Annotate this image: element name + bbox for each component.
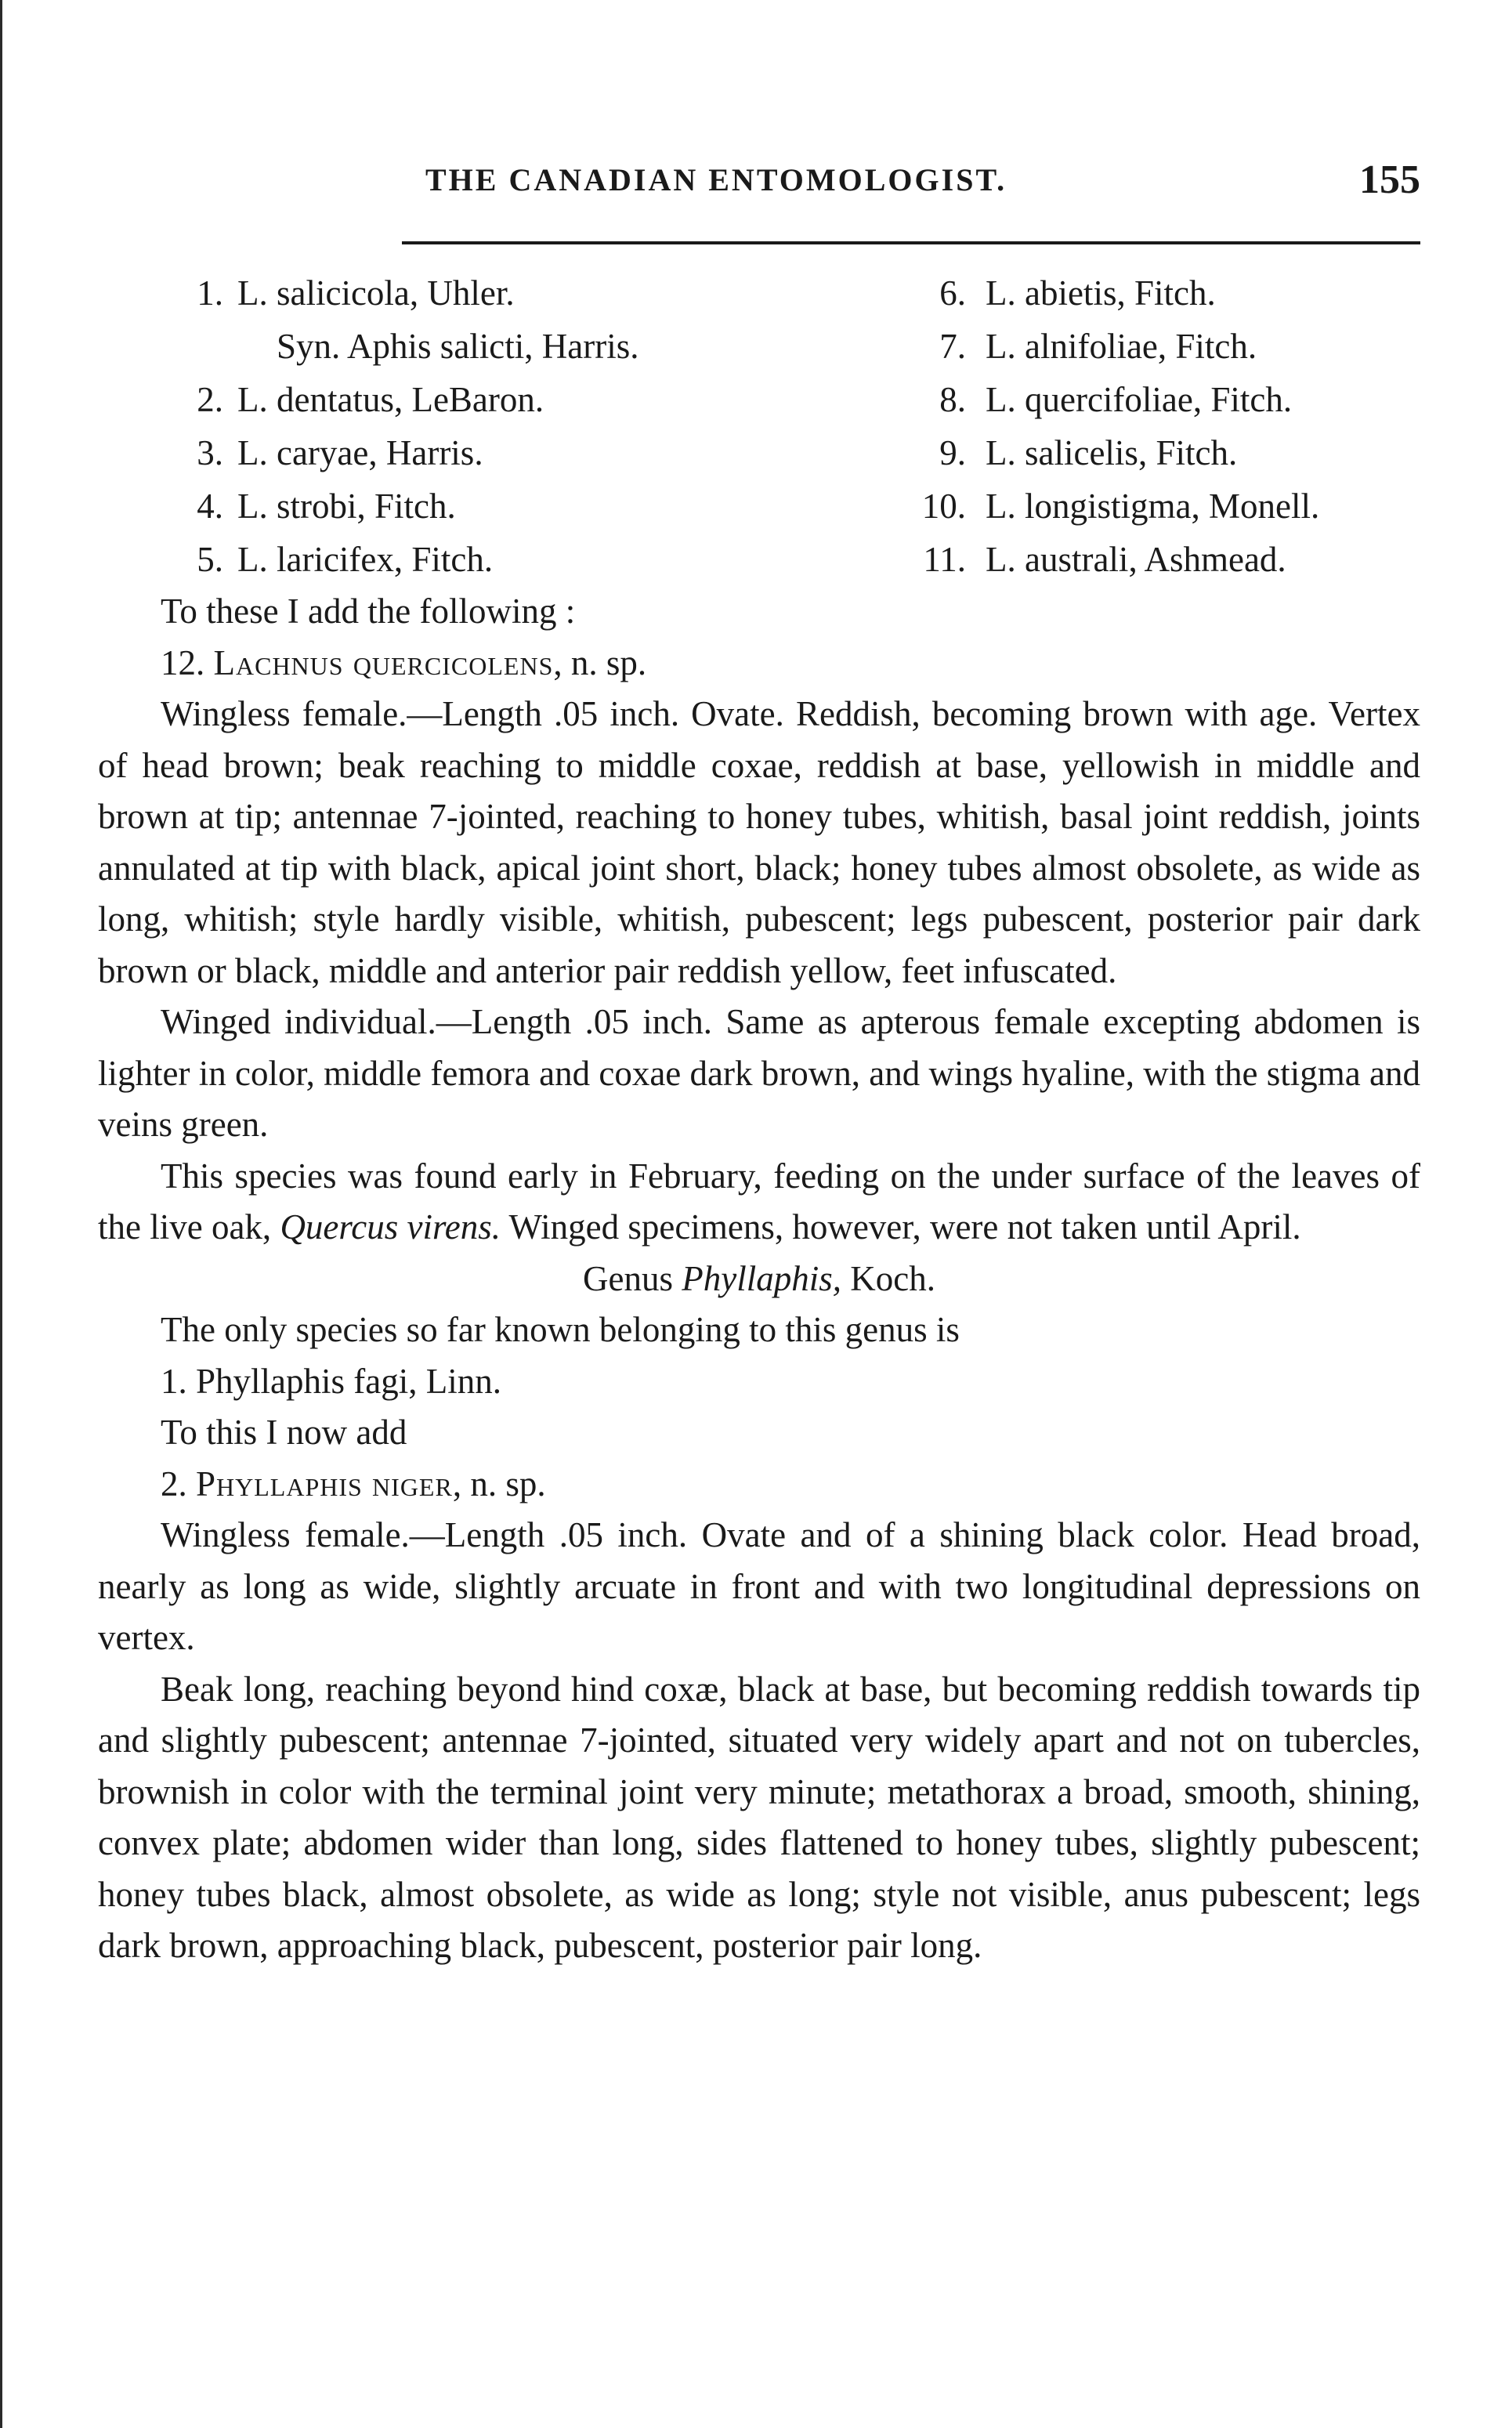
- page-number: 155: [1359, 157, 1420, 202]
- intro-line: To these I add the following :: [161, 592, 576, 631]
- genus-author: Koch.: [841, 1258, 935, 1298]
- phyllaphis-fagi-line: 1. Phyllaphis fagi, Linn.: [161, 1361, 501, 1401]
- list-row: [159, 373, 1428, 426]
- list-item: L. australi, Ashmead.: [986, 540, 1286, 579]
- list-number: 9.: [939, 433, 966, 472]
- genus-name: Phyllaphis,: [682, 1258, 841, 1298]
- species-name: Lachnus quercicolens: [213, 642, 554, 682]
- list-number: 6.: [939, 273, 966, 313]
- list-number: 7.: [939, 327, 966, 366]
- list-number: 8.: [939, 380, 966, 419]
- species-name: Phyllaphis niger: [196, 1464, 453, 1503]
- list-item: L. salicelis, Fitch.: [986, 433, 1238, 472]
- genus-heading: [98, 1254, 1420, 1305]
- wingless-description-lachnus: Wingless female.—Length .05 inch. Ovate. Reddish, becoming brown with age. Vertex of head brown; beak reaching to middle coxae, reddish at base, yellowish in middle and brown at tip; antennae 7-jointed, reaching to honey tubes, whitish, basal joint reddish, joints annulated at tip with black, apical joint short, black; honey tubes almost obsolete, as wide as long, whitish; style hardly visible, whitish, pubescent; legs pubescent, posterior pair dark brown or black, middle and anterior pair reddish yellow, feet infuscated.: [98, 694, 1420, 990]
- species-number: 12.: [161, 642, 205, 682]
- journal-title: THE CANADIAN ENTOMOLOGIST.: [425, 162, 1007, 197]
- list-item: L. laricifex, Fitch.: [237, 540, 494, 579]
- habitat-paragraph: [98, 1151, 1420, 1254]
- body-text: [98, 586, 1420, 1972]
- list-number: 11.: [923, 540, 966, 579]
- only-species-line: The only species so far known belonging to this genus is: [161, 1310, 960, 1349]
- list-row: [159, 479, 1428, 533]
- list-number: 5.: [197, 540, 223, 579]
- genus-label: Genus: [583, 1258, 682, 1298]
- habitat-text-end: Winged specimens, however, were not taken until April.: [501, 1207, 1301, 1247]
- list-row: [159, 320, 1428, 373]
- species-list: [159, 266, 1428, 586]
- host-plant-name: Quercus virens.: [280, 1207, 501, 1247]
- list-number: 1.: [197, 273, 223, 313]
- header-rule: [402, 241, 1420, 244]
- list-row: [159, 533, 1428, 586]
- beak-description-phyllaphis: Beak long, reaching beyond hind coxæ, black at base, but becoming reddish towards tip and slightly pubescent; antennae 7-jointed, situated very widely apart and not on tubercles, brownish in color with the terminal joint very minute; metathorax a broad, smooth, shining, convex plate; abdomen wider than long, sides flattened to honey tubes, slightly pubescent; honey tubes black, almost obsolete, as wide as long; style not visible, anus pubescent; legs dark brown, approaching black, pubescent, posterior pair long.: [98, 1669, 1420, 1965]
- list-number: 2.: [197, 380, 223, 419]
- now-add-line: To this I now add: [161, 1413, 407, 1452]
- species-suffix: , n. sp.: [553, 642, 647, 682]
- list-item: L. alnifoliae, Fitch.: [986, 327, 1257, 366]
- running-header: [425, 157, 1420, 204]
- winged-description-lachnus: Winged individual.—Length .05 inch. Same as apterous female excepting abdomen is lighter in color, middle femora and coxae dark brown, and wings hyaline, with the stigma and veins green.: [98, 1002, 1420, 1144]
- species-number: 2.: [161, 1464, 187, 1503]
- habitat-text: This species was found early in February, feeding on the under surface of the leaves of the live oak,: [98, 1156, 1420, 1247]
- list-number: 3.: [197, 433, 223, 472]
- list-item: L. caryae, Harris.: [237, 433, 483, 472]
- list-item: L. abietis, Fitch.: [986, 273, 1216, 313]
- list-item: L. strobi, Fitch.: [237, 487, 456, 526]
- wingless-description-phyllaphis: Wingless female.—Length .05 inch. Ovate and of a shining black color. Head broad, nearly as long as wide, slightly arcuate in front and with two longitudinal depressions on vertex.: [98, 1515, 1420, 1657]
- species-heading-lachnus: [98, 638, 1420, 689]
- list-item-synonym: Syn. Aphis salicti, Harris.: [277, 327, 639, 366]
- species-heading-phyllaphis: [98, 1459, 1420, 1511]
- list-number: 4.: [197, 487, 223, 526]
- list-row: [159, 426, 1428, 479]
- list-number: 10.: [921, 487, 966, 526]
- list-item: L. longistigma, Monell.: [986, 487, 1320, 526]
- list-item: L. salicicola, Uhler.: [237, 273, 515, 313]
- species-suffix: , n. sp.: [452, 1464, 546, 1503]
- list-item: L. quercifoliae, Fitch.: [986, 380, 1293, 419]
- list-item: L. dentatus, LeBaron.: [237, 380, 544, 419]
- list-row: [159, 266, 1428, 320]
